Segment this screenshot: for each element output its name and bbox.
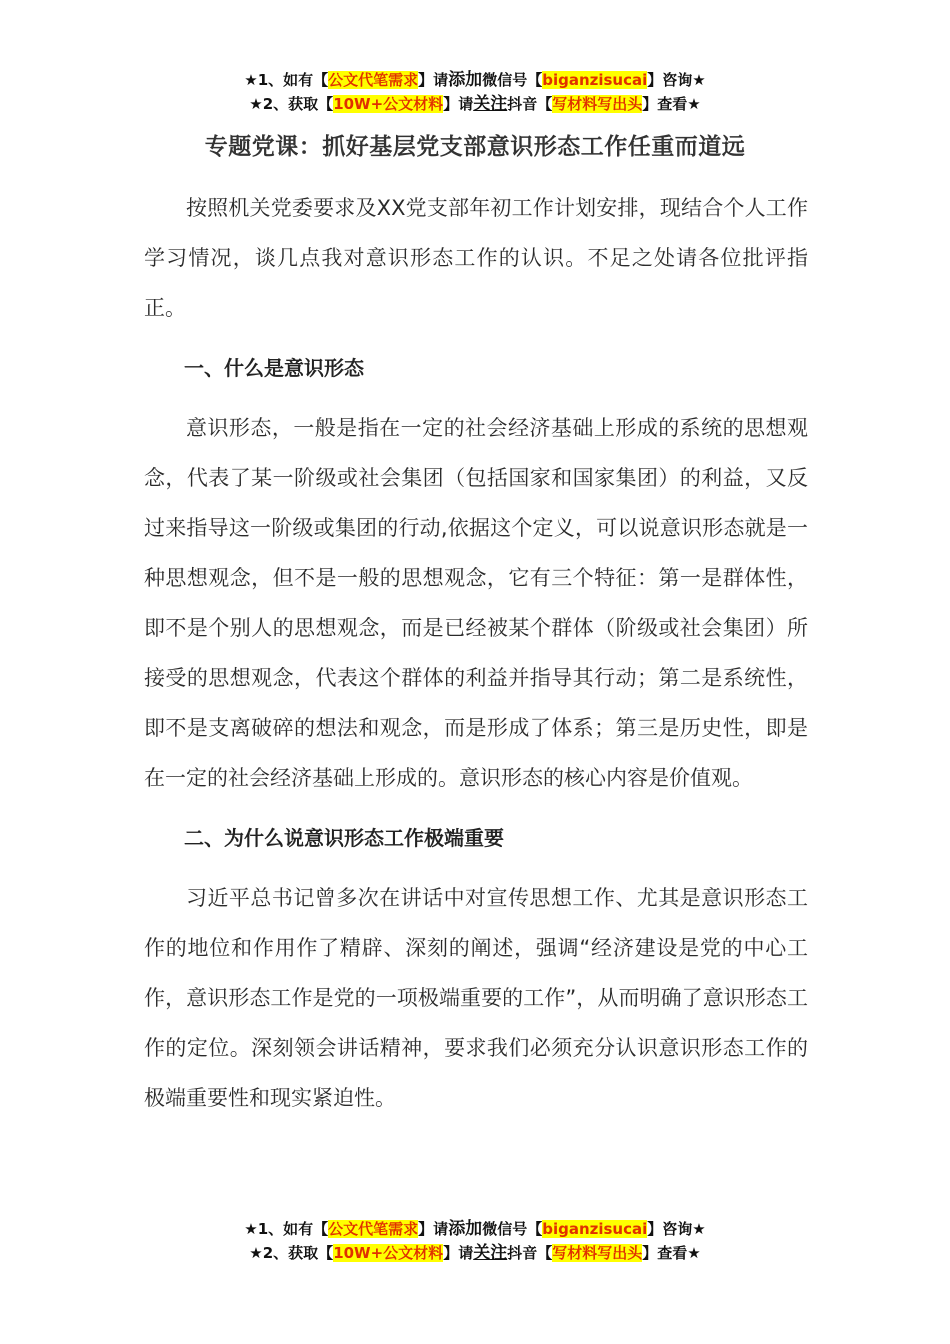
promo-line-2 bbox=[0, 92, 950, 116]
promo-highlight: 写材料写出头 bbox=[552, 95, 643, 113]
promo-line-1 bbox=[0, 68, 950, 92]
section-1-heading: 一、什么是意识形态 bbox=[184, 356, 364, 380]
document-title: 专题党课：抓好基层党支部意识形态工作任重而道远 bbox=[204, 134, 746, 160]
promo-text: 】请 bbox=[443, 1244, 474, 1262]
promo-text: ★1、如有【 bbox=[244, 71, 329, 89]
intro-paragraph: 按照机关党委要求及XX党支部年初工作计划安排，现结合个人工作学习情况，谈几点我对意识形态工作的认识。不足之处请各位批评指正。 bbox=[144, 196, 808, 320]
promo-emphasis: 关注 bbox=[473, 1243, 508, 1263]
promo-text: 】查看★ bbox=[642, 1244, 701, 1262]
promo-emphasis: 添加 bbox=[448, 1219, 483, 1239]
promo-text: 】咨询★ bbox=[647, 1220, 706, 1238]
promo-banner-top bbox=[0, 68, 950, 116]
promo-text: 】请 bbox=[418, 1220, 449, 1238]
promo-emphasis: 关注 bbox=[473, 94, 508, 114]
promo-text: 微信号【 bbox=[482, 1220, 543, 1238]
promo-highlight: 10W+公文材料 bbox=[333, 1244, 444, 1262]
promo-text: 】咨询★ bbox=[647, 71, 706, 89]
promo-text: 抖音【 bbox=[507, 95, 553, 113]
promo-text: 】请 bbox=[418, 71, 449, 89]
promo-highlight: 10W+公文材料 bbox=[333, 95, 444, 113]
promo-text: ★2、获取【 bbox=[249, 1244, 334, 1262]
document-body bbox=[144, 183, 808, 1123]
promo-text: 】查看★ bbox=[642, 95, 701, 113]
promo-highlight: 写材料写出头 bbox=[552, 1244, 643, 1262]
promo-banner-bottom bbox=[0, 1217, 950, 1265]
promo-emphasis: 添加 bbox=[448, 70, 483, 90]
promo-line-2 bbox=[0, 1241, 950, 1265]
promo-text: ★2、获取【 bbox=[249, 95, 334, 113]
promo-text: 抖音【 bbox=[507, 1244, 553, 1262]
promo-line-1 bbox=[0, 1217, 950, 1241]
promo-highlight: 公文代笔需求 bbox=[328, 71, 419, 89]
promo-highlight: biganzisucai bbox=[542, 71, 648, 89]
promo-text: ★1、如有【 bbox=[244, 1220, 329, 1238]
section-2-paragraph: 习近平总书记曾多次在讲话中对宣传思想工作、尤其是意识形态工作的地位和作用作了精辟、深刻的阐述，强调“经济建设是党的中心工作，意识形态工作是党的一项极端重要的工作”，从而明确了意识形态工作的定位。深刻领会讲话精神，要求我们必须充分认识意识形态工作的极端重要性和现实紧迫性。 bbox=[144, 886, 808, 1110]
section-1-paragraph: 意识形态，一般是指在一定的社会经济基础上形成的系统的思想观念，代表了某一阶级或社会集团（包括国家和国家集团）的利益，又反过来指导这一阶级或集团的行动,依据这个定义，可以说意识形态就是一种思想观念，但不是一般的思想观念，它有三个特征：第一是群体性，即不是个别人的思想观念，而是已经被某个群体（阶级或社会集团）所接受的思想观念，代表这个群体的利益并指导其行动；第二是系统性，即不是支离破碎的想法和观念，而是形成了体系；第三是历史性，即是在一定的社会经济基础上形成的。意识形态的核心内容是价值观。 bbox=[144, 416, 808, 790]
promo-highlight: 公文代笔需求 bbox=[328, 1220, 419, 1238]
promo-text: 微信号【 bbox=[482, 71, 543, 89]
promo-text: 】请 bbox=[443, 95, 474, 113]
section-2-heading: 二、为什么说意识形态工作极端重要 bbox=[184, 826, 504, 850]
promo-highlight: biganzisucai bbox=[542, 1220, 648, 1238]
